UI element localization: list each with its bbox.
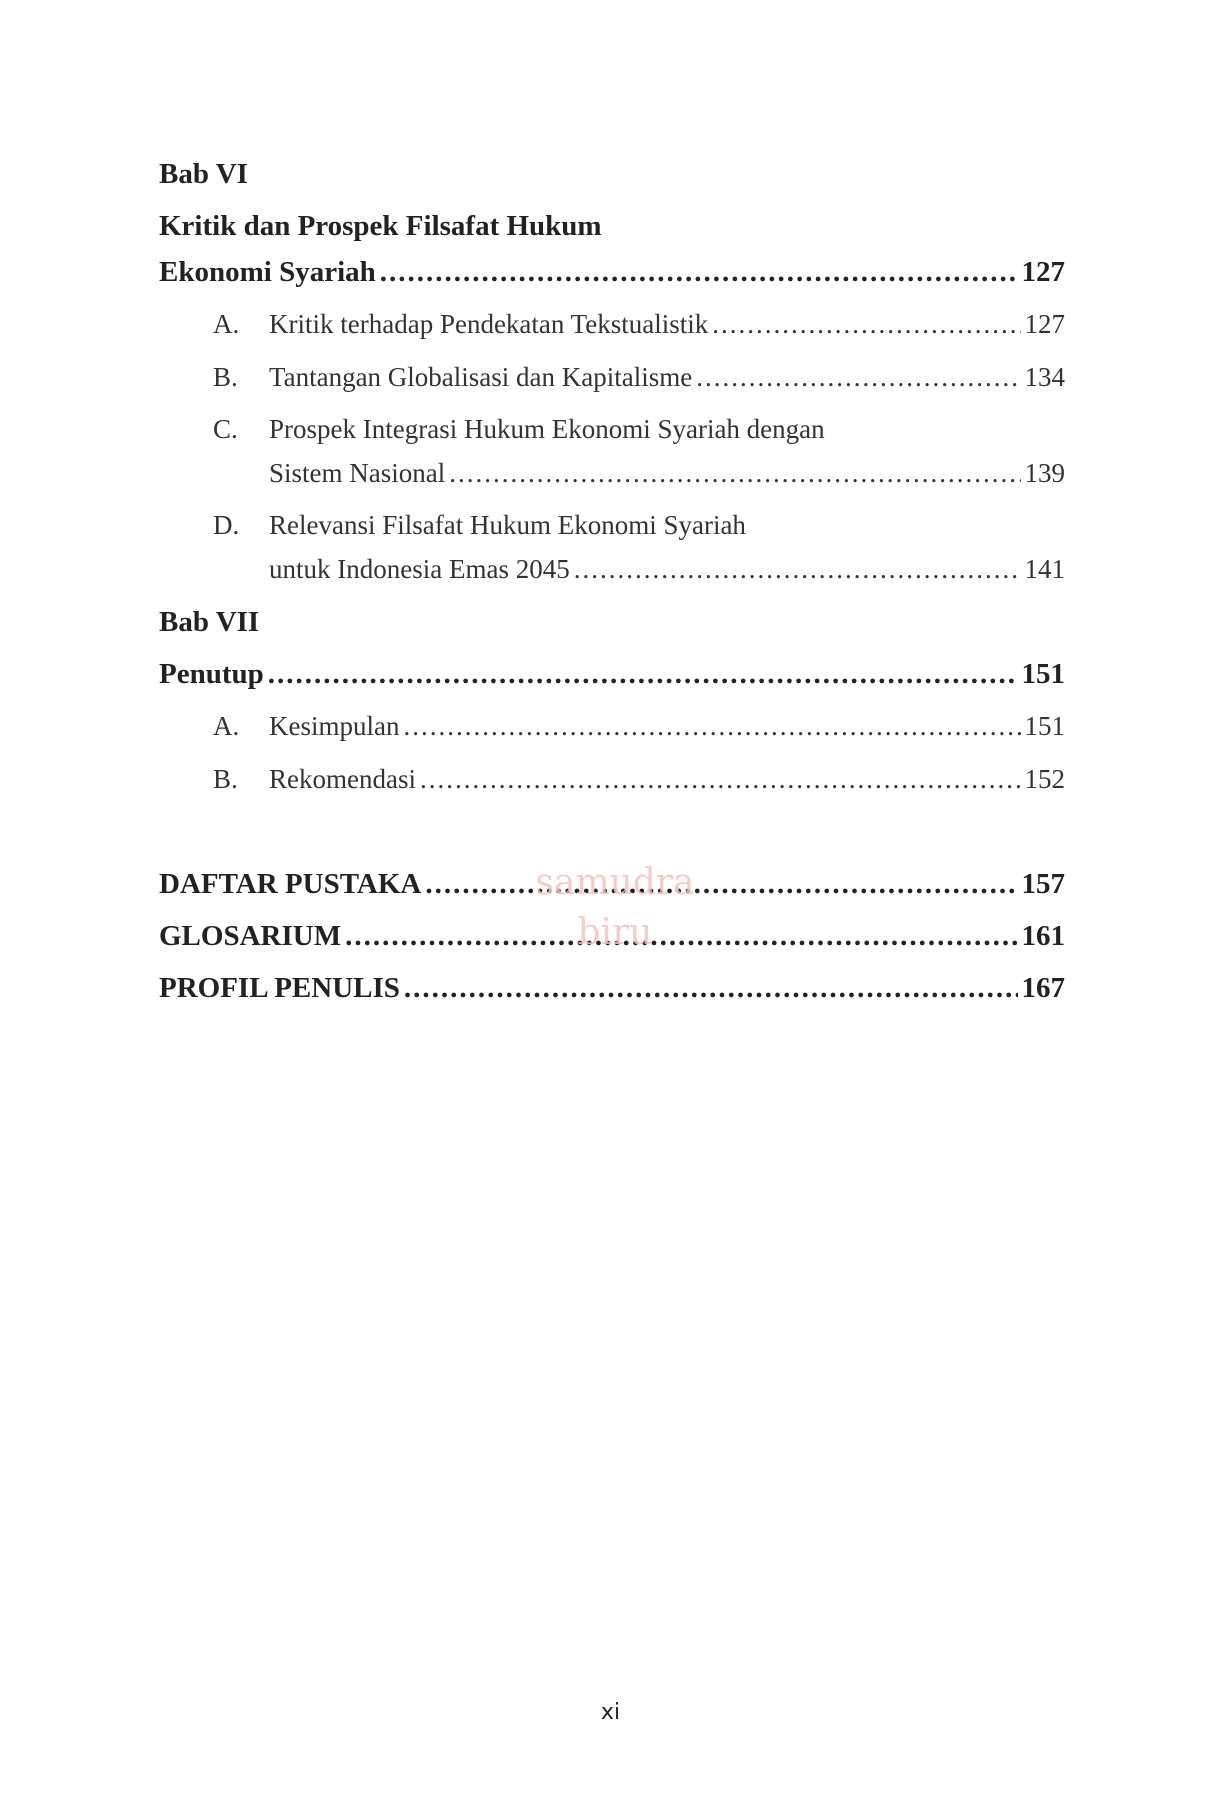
toc-entry-letter: A. [213, 711, 240, 741]
toc-entry-6a[interactable] [213, 307, 1065, 341]
toc-entry-6d-line1[interactable] [213, 508, 746, 542]
toc-entry-title: PROFIL PENULIS [159, 972, 400, 1004]
page-number: xi [600, 1700, 621, 1725]
watermark-line2: biru [577, 912, 653, 953]
dot-leader [403, 709, 1020, 743]
toc-entry-letter: B. [213, 764, 238, 794]
toc-entry-6b[interactable] [213, 360, 1065, 394]
dot-leader [574, 552, 1021, 586]
toc-entry-letter: B. [213, 362, 238, 392]
toc-entry-page: 161 [1021, 920, 1065, 952]
toc-entry-profil-penulis[interactable] [159, 970, 1065, 1006]
toc-entry-title: Relevansi Filsafat Hukum Ekonomi Syariah [269, 510, 746, 540]
watermark-line1: samudra [535, 862, 695, 903]
toc-entry-page: 151 [1021, 658, 1065, 690]
toc-entry-title: Sistem Nasional [269, 458, 446, 488]
toc-entry-page: 127 [1024, 309, 1065, 339]
toc-entry-title: Penutup [159, 658, 264, 690]
toc-entry-6c-line2[interactable] [269, 456, 1065, 490]
toc-entry-letter: C. [213, 414, 238, 444]
toc-entry-page: 134 [1024, 362, 1065, 392]
toc-entry-title: GLOSARIUM [159, 920, 342, 952]
toc-entry-letter: A. [213, 309, 240, 339]
toc-entry-letter: D. [213, 510, 240, 540]
toc-entry-chapter-6[interactable] [159, 254, 1065, 290]
dot-leader [449, 456, 1020, 490]
toc-entry-6c-line1[interactable] [213, 412, 825, 446]
toc-entry-title: Ekonomi Syariah [159, 256, 376, 288]
toc-entry-page: 167 [1021, 972, 1065, 1004]
dot-leader [696, 360, 1020, 394]
toc-entry-page: 139 [1024, 458, 1065, 488]
toc-entry-title: Tantangan Globalisasi dan Kapitalisme [269, 362, 693, 392]
toc-entry-7a[interactable] [213, 709, 1065, 743]
toc-entry-7b[interactable] [213, 762, 1065, 796]
dot-leader [380, 254, 1018, 290]
toc-entry-title: DAFTAR PUSTAKA [159, 868, 422, 900]
dot-leader [425, 866, 1017, 902]
toc-entry-title: Rekomendasi [269, 764, 416, 794]
dot-leader [420, 762, 1021, 796]
dot-leader [712, 307, 1020, 341]
toc-entry-page: 151 [1024, 711, 1065, 741]
watermark [520, 858, 710, 958]
toc-entry-title: Kritik terhadap Pendekatan Tekstualistik [269, 309, 709, 339]
toc-entry-title: Prospek Integrasi Hukum Ekonomi Syariah dengan [269, 414, 825, 444]
toc-entry-title: untuk Indonesia Emas 2045 [269, 554, 570, 584]
toc-entry-6d-line2[interactable] [269, 552, 1065, 586]
chapter-6-title-line1: Kritik dan Prospek Filsafat Hukum [159, 210, 602, 242]
toc-entry-page: 157 [1021, 868, 1065, 900]
chapter-7-label: Bab VII [159, 606, 260, 638]
chapter-6-label: Bab VI [159, 158, 248, 190]
toc-entry-page: 141 [1024, 554, 1065, 584]
toc-entry-title: Kesimpulan [269, 711, 400, 741]
toc-entry-chapter-7[interactable] [159, 656, 1065, 692]
dot-leader [404, 970, 1018, 1006]
dot-leader [268, 656, 1018, 692]
toc-entry-page: 152 [1024, 764, 1065, 794]
toc-entry-page: 127 [1021, 256, 1065, 288]
